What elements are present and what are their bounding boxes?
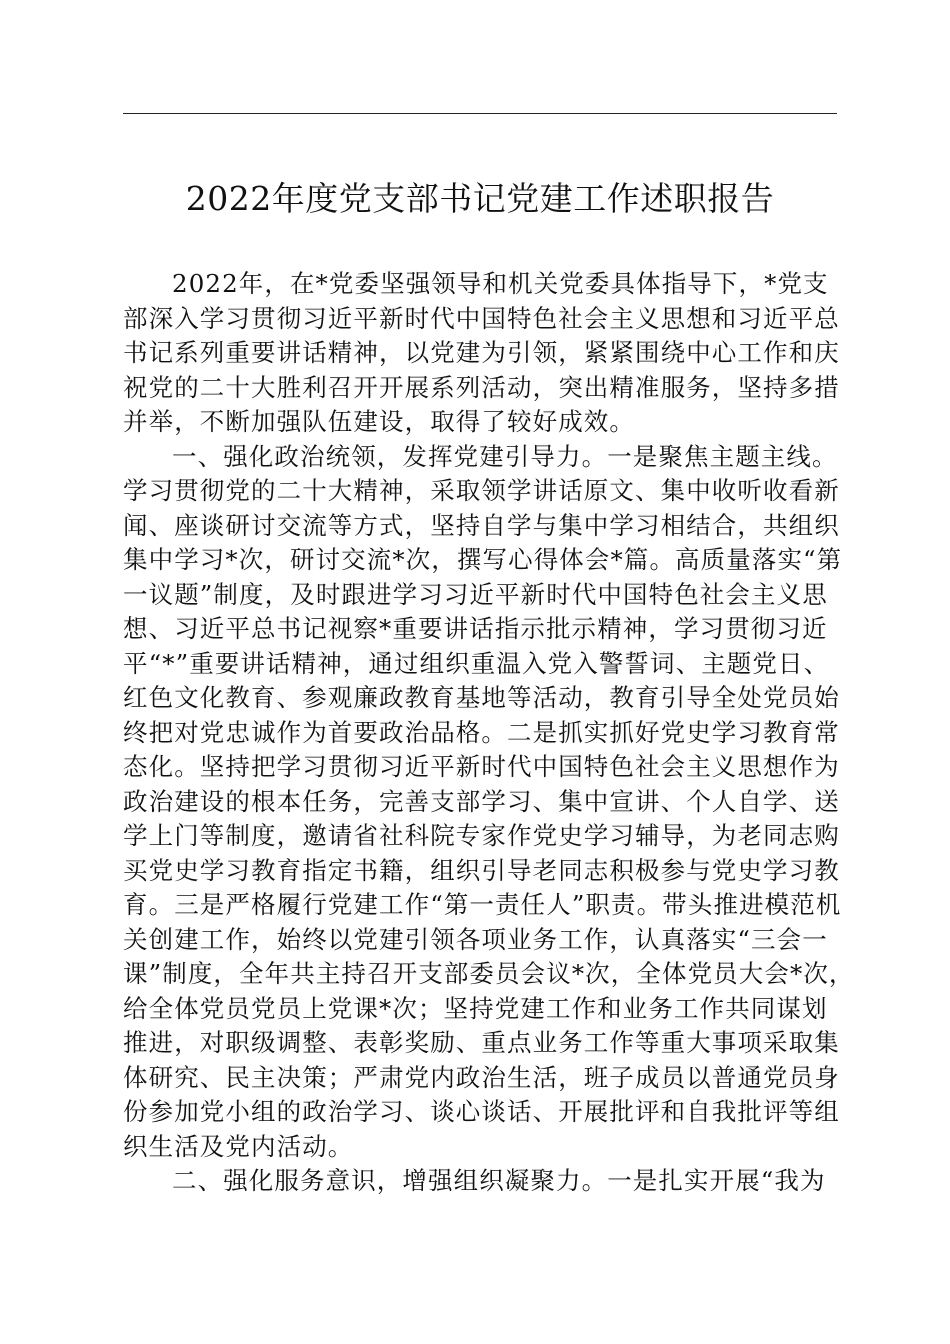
text-line: 体研究、民主决策；严肃党内政治生活，班子成员以普通党员身 bbox=[123, 1062, 840, 1092]
text-line: 给全体党员党员上党课*次；坚持党建工作和业务工作共同谋划 bbox=[123, 993, 828, 1023]
text-line: 推进，对职级调整、表彰奖励、重点业务工作等重大事项采取集 bbox=[123, 1028, 840, 1057]
document-title: 2022年度党支部书记党建工作述职报告 bbox=[185, 179, 775, 218]
text-line: 份参加党小组的政治学习、谈心谈话、开展批评和自我批评等组 bbox=[123, 1097, 840, 1126]
text-line: 部深入学习贯彻习近平新时代中国特色社会主义思想和习近平总 bbox=[123, 303, 840, 333]
text-line: 二、强化服务意识，增强组织凝聚力。一是扎实开展“我为 bbox=[172, 1166, 826, 1195]
text-line: 祝党的二十大胜利召开开展系列活动，突出精准服务，坚持多措 bbox=[123, 372, 840, 402]
text-line: 平“*”重要讲话精神，通过组织重温入党入警誓词、主题党日、 bbox=[123, 648, 830, 678]
text-line: 织生活及党内活动。 bbox=[123, 1131, 354, 1161]
text-line: 一议题”制度，及时跟进学习习近平新时代中国特色社会主义思 bbox=[123, 579, 828, 609]
text-line: 政治建设的根本任务，完善支部学习、集中宣讲、个人自学、送 bbox=[123, 786, 840, 816]
text-line: 闻、座谈研讨交流等方式，坚持自学与集中学习相结合，共组织 bbox=[123, 510, 840, 540]
text-line: 集中学习*次，研讨交流*次，撰写心得体会*篇。高质量落实“第 bbox=[123, 545, 843, 574]
text-line: 育。三是严格履行党建工作“第一责任人”职责。带头推进模范机 bbox=[123, 890, 842, 919]
text-line: 终把对党忠诚作为首要政治品格。二是抓实抓好党史学习教育常 bbox=[123, 717, 840, 747]
text-line: 态化。坚持把学习贯彻习近平新时代中国特色社会主义思想作为 bbox=[123, 752, 840, 781]
text-line: 关创建工作，始终以党建引领各项业务工作，认真落实“三会一 bbox=[123, 924, 828, 954]
document-body bbox=[123, 267, 863, 1199]
paragraph-section-2 bbox=[123, 1164, 863, 1199]
text-line: 红色文化教育、参观廉政教育基地等活动，教育引导全处党员始 bbox=[123, 683, 840, 712]
text-line: 学习贯彻党的二十大精神，采取领学讲话原文、集中收听收看新 bbox=[123, 476, 840, 505]
text-line: 课”制度，全年共主持召开支部委员会议*次，全体党员大会*次， bbox=[123, 959, 855, 988]
header-rule bbox=[123, 113, 837, 114]
paragraph-section-1 bbox=[123, 440, 863, 1165]
text-line: 2022年，在*党委坚强领导和机关党委具体指导下，*党支 bbox=[172, 269, 829, 298]
text-line: 书记系列重要讲话精神，以党建为引领，紧紧围绕中心工作和庆 bbox=[123, 338, 840, 367]
text-line: 学上门等制度，邀请省社科院专家作党史学习辅导，为老同志购 bbox=[123, 821, 840, 850]
text-line: 一、强化政治统领，发挥党建引导力。一是聚焦主题主线。 bbox=[172, 441, 838, 471]
text-line: 买党史学习教育指定书籍，组织引导老同志积极参与党史学习教 bbox=[123, 855, 840, 885]
text-line: 想、习近平总书记视察*重要讲话指示批示精神，学习贯彻习近 bbox=[123, 614, 828, 643]
text-line: 并举，不断加强队伍建设，取得了较好成效。 bbox=[123, 407, 635, 436]
paragraph-intro bbox=[123, 267, 863, 440]
